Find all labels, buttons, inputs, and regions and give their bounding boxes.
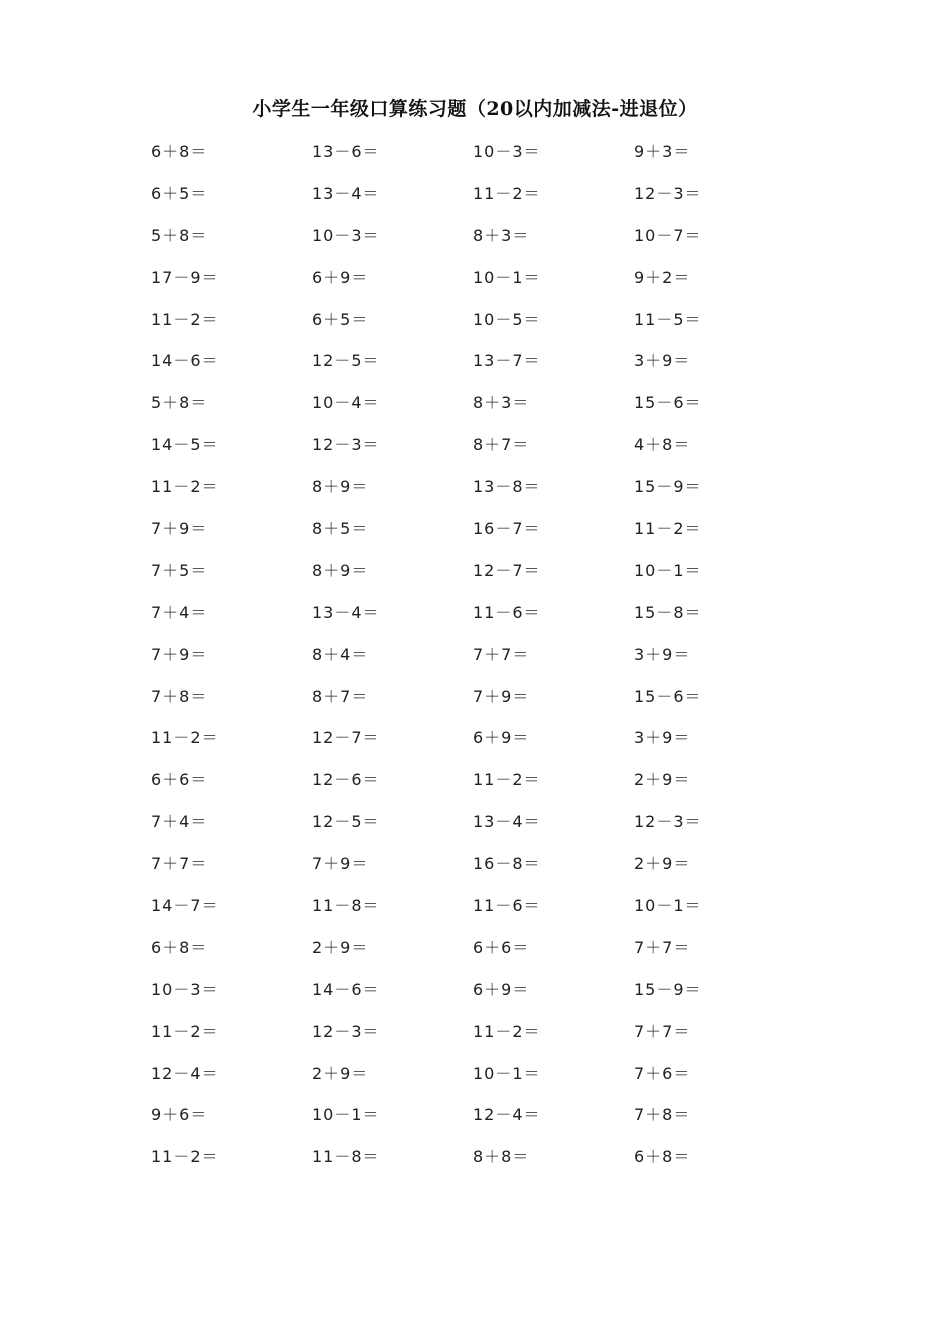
problem-row [151,181,801,223]
page-title: 小学生一年级口算练习题（20以内加减法-进退位） [252,98,698,120]
problem-row [151,516,801,558]
arithmetic-problem: 11－2＝ [151,728,219,748]
arithmetic-problem: 12－7＝ [473,560,541,580]
problem-row [151,223,801,265]
arithmetic-problem: 7＋4＝ [151,602,208,622]
arithmetic-problem: 12－5＝ [312,351,380,371]
problem-row [151,684,801,726]
arithmetic-problem: 7＋7＝ [634,1021,691,1041]
arithmetic-problem: 2＋9＝ [312,1063,369,1083]
arithmetic-problem: 6＋9＝ [473,979,530,999]
arithmetic-problem: 16－7＝ [473,519,541,539]
arithmetic-problem: 2＋9＝ [634,854,691,874]
arithmetic-problem: 12－5＝ [312,812,380,832]
arithmetic-problem: 3＋9＝ [634,644,691,664]
arithmetic-problem: 11－8＝ [312,1147,380,1167]
arithmetic-problem: 11－6＝ [473,896,541,916]
arithmetic-problem: 10－3＝ [473,142,541,161]
arithmetic-problem: 13－8＝ [473,477,541,497]
arithmetic-problem: 12－3＝ [312,435,380,455]
arithmetic-problem: 2＋9＝ [634,770,691,790]
arithmetic-problem: 12－3＝ [312,1021,380,1041]
arithmetic-problem: 14－6＝ [151,351,219,371]
arithmetic-problem: 7＋8＝ [634,1105,691,1125]
arithmetic-problem: 12－3＝ [634,812,702,832]
arithmetic-problem: 12－7＝ [312,728,380,748]
arithmetic-problem: 3＋9＝ [634,351,691,371]
arithmetic-problem: 13－4＝ [473,812,541,832]
arithmetic-problem: 2＋9＝ [312,937,369,957]
arithmetic-problem: 8＋5＝ [312,519,369,539]
arithmetic-problem: 10－1＝ [634,896,702,916]
arithmetic-problem: 12－4＝ [151,1063,219,1083]
problem-row [151,893,801,935]
arithmetic-problem: 9＋2＝ [634,267,691,287]
arithmetic-problem: 8＋3＝ [473,393,530,413]
arithmetic-problem: 7＋6＝ [634,1063,691,1083]
arithmetic-problem: 7＋9＝ [312,854,369,874]
arithmetic-problem: 13－4＝ [312,602,380,622]
arithmetic-problem: 14－6＝ [312,979,380,999]
arithmetic-problem: 3＋9＝ [634,728,691,748]
arithmetic-problem: 10－4＝ [312,393,380,413]
arithmetic-problem: 10－1＝ [473,1063,541,1083]
arithmetic-problem: 7＋5＝ [151,560,208,580]
arithmetic-problem: 7＋4＝ [151,812,208,832]
arithmetic-problem: 15－9＝ [634,477,702,497]
arithmetic-problem: 15－6＝ [634,686,702,706]
arithmetic-problem: 17－9＝ [151,267,219,287]
arithmetic-problem: 16－8＝ [473,854,541,874]
arithmetic-problem: 5＋8＝ [151,393,208,413]
problem-grid [151,139,801,1186]
arithmetic-problem: 13－4＝ [312,183,380,203]
arithmetic-problem: 7＋7＝ [634,937,691,957]
arithmetic-problem: 10－7＝ [634,225,702,245]
problem-row [151,307,801,349]
arithmetic-problem: 15－9＝ [634,979,702,999]
arithmetic-problem: 11－2＝ [473,183,541,203]
arithmetic-problem: 6＋8＝ [151,142,208,161]
arithmetic-problem: 10－3＝ [312,225,380,245]
arithmetic-problem: 11－2＝ [473,1021,541,1041]
problem-row [151,139,801,181]
arithmetic-problem: 10－3＝ [151,979,219,999]
problem-row [151,265,801,307]
arithmetic-problem: 11－2＝ [151,1147,219,1167]
arithmetic-problem: 14－7＝ [151,896,219,916]
problem-row [151,767,801,809]
problem-row [151,1019,801,1061]
problem-row [151,851,801,893]
arithmetic-problem: 8＋8＝ [473,1147,530,1167]
arithmetic-problem: 15－6＝ [634,393,702,413]
arithmetic-problem: 11－8＝ [312,896,380,916]
arithmetic-problem: 10－1＝ [312,1105,380,1125]
arithmetic-problem: 8＋7＝ [312,686,369,706]
arithmetic-problem: 9＋6＝ [151,1105,208,1125]
arithmetic-problem: 6＋5＝ [312,309,369,329]
arithmetic-problem: 11－5＝ [634,309,702,329]
arithmetic-problem: 13－7＝ [473,351,541,371]
problem-row [151,1061,801,1103]
problem-row [151,809,801,851]
arithmetic-problem: 11－2＝ [151,477,219,497]
arithmetic-problem: 7＋9＝ [151,519,208,539]
problem-row [151,390,801,432]
problem-row [151,558,801,600]
arithmetic-problem: 6＋8＝ [151,937,208,957]
arithmetic-problem: 10－5＝ [473,309,541,329]
arithmetic-problem: 6＋8＝ [634,1147,691,1167]
arithmetic-problem: 7＋9＝ [151,644,208,664]
arithmetic-problem: 6＋6＝ [151,770,208,790]
problem-row [151,977,801,1019]
arithmetic-problem: 8＋7＝ [473,435,530,455]
arithmetic-problem: 11－2＝ [151,309,219,329]
arithmetic-problem: 7＋7＝ [473,644,530,664]
arithmetic-problem: 4＋8＝ [634,435,691,455]
arithmetic-problem: 11－6＝ [473,602,541,622]
problem-row [151,1144,801,1186]
arithmetic-problem: 6＋9＝ [473,728,530,748]
problem-row [151,935,801,977]
problem-row [151,432,801,474]
problem-row [151,348,801,390]
arithmetic-problem: 6＋6＝ [473,937,530,957]
problem-row [151,1102,801,1144]
arithmetic-problem: 8＋9＝ [312,560,369,580]
problem-row [151,642,801,684]
arithmetic-problem: 11－2＝ [151,1021,219,1041]
problem-row [151,600,801,642]
arithmetic-problem: 8＋4＝ [312,644,369,664]
arithmetic-problem: 14－5＝ [151,435,219,455]
arithmetic-problem: 8＋3＝ [473,225,530,245]
arithmetic-problem: 6＋5＝ [151,183,208,203]
arithmetic-problem: 9＋3＝ [634,142,691,161]
arithmetic-problem: 13－6＝ [312,142,380,161]
arithmetic-problem: 6＋9＝ [312,267,369,287]
arithmetic-problem: 10－1＝ [634,560,702,580]
arithmetic-problem: 12－3＝ [634,183,702,203]
arithmetic-problem: 5＋8＝ [151,225,208,245]
problem-row [151,474,801,516]
arithmetic-problem: 15－8＝ [634,602,702,622]
arithmetic-problem: 11－2＝ [473,770,541,790]
arithmetic-problem: 12－4＝ [473,1105,541,1125]
problem-row [151,725,801,767]
arithmetic-problem: 12－6＝ [312,770,380,790]
arithmetic-problem: 10－1＝ [473,267,541,287]
arithmetic-problem: 7＋8＝ [151,686,208,706]
arithmetic-problem: 7＋7＝ [151,854,208,874]
arithmetic-problem: 8＋9＝ [312,477,369,497]
arithmetic-problem: 11－2＝ [634,519,702,539]
arithmetic-problem: 7＋9＝ [473,686,530,706]
